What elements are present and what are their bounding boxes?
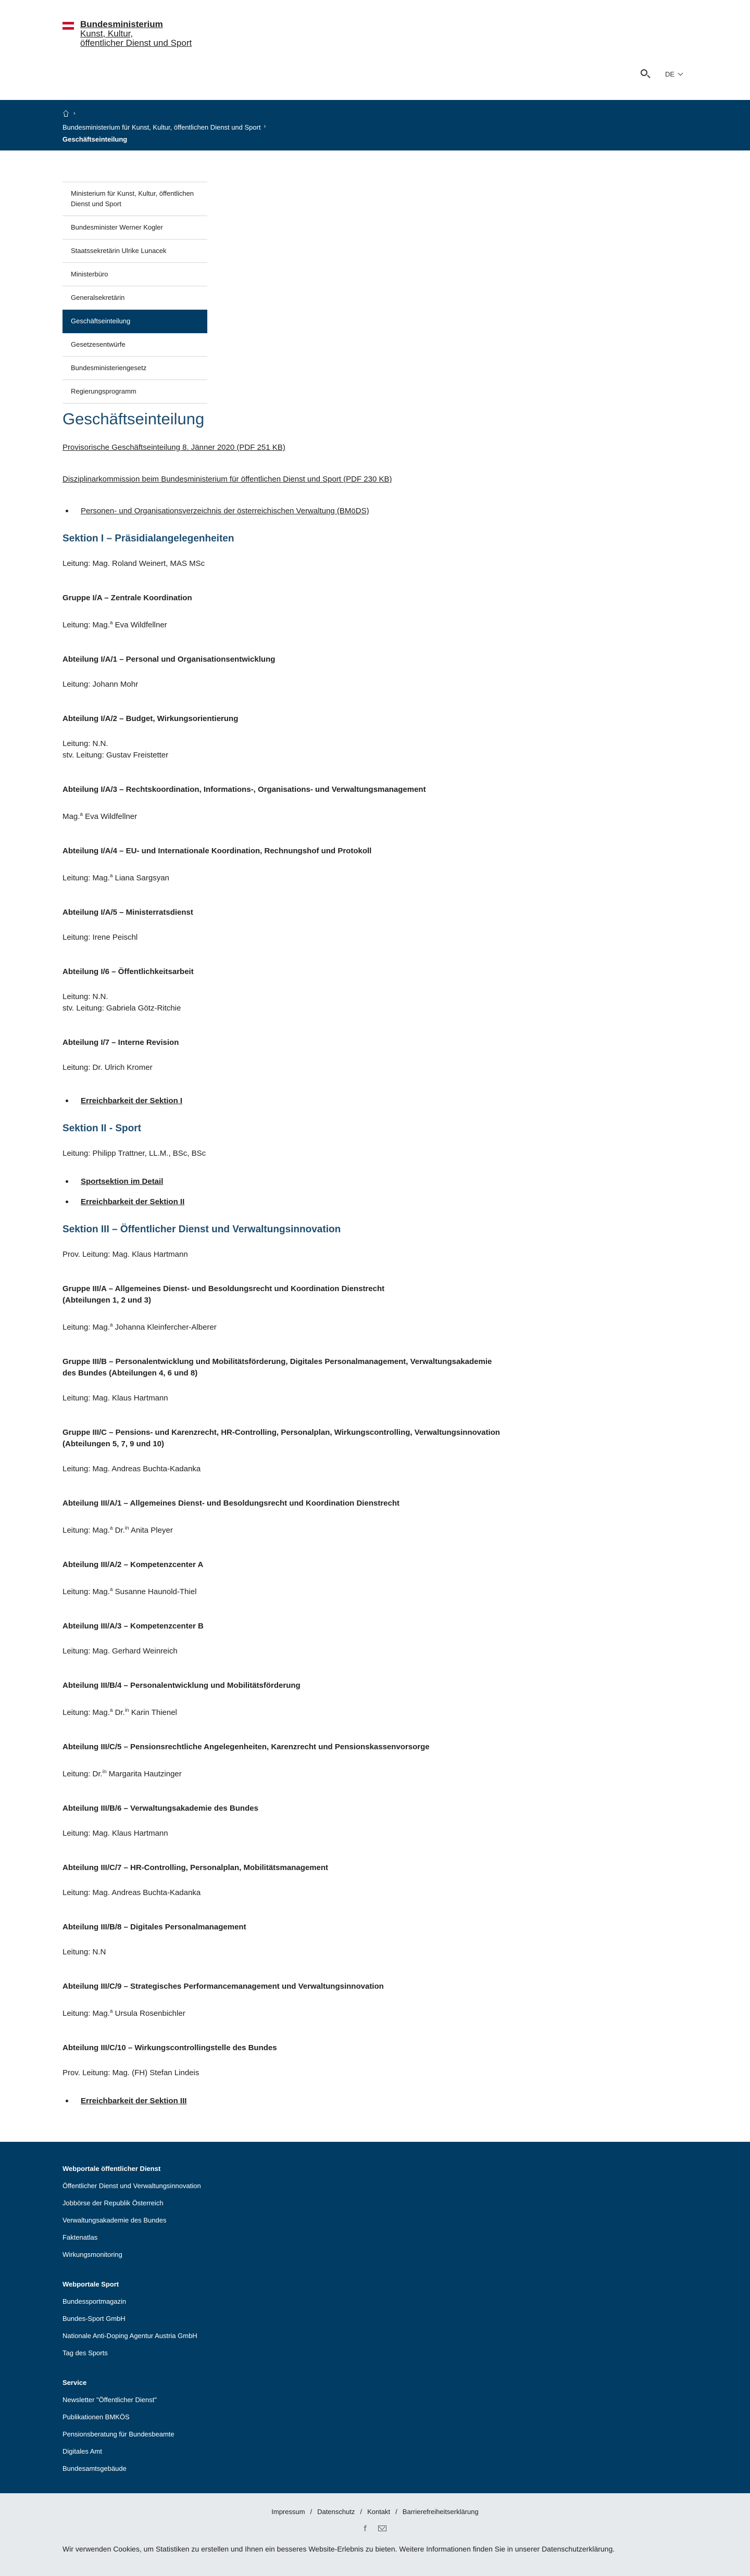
bullet <box>66 510 68 512</box>
department-lead: Leitung: Mag.$^a$ Susanne Haunold-Thiel <box>63 1587 197 1596</box>
mail-icon[interactable] <box>378 2526 386 2531</box>
bullet <box>66 1100 68 1102</box>
search-icon[interactable] <box>640 69 651 79</box>
sidebar-item-staatssekretaerin[interactable]: Staatssekretärin Ulrike Lunacek <box>63 239 207 263</box>
main-content <box>0 403 750 2105</box>
bullet <box>66 2100 68 2102</box>
department-title: Abteilung I/A/1 – Personal und Organisationsentwicklung <box>63 655 276 664</box>
department-title: Abteilung I/A/4 – EU- und Internationale Koordination, Rechnungshof und Protokoll <box>63 847 372 855</box>
footer-group-service <box>63 2379 688 2472</box>
department-lead: Leitung: Mag. Gerhard Weinreich <box>63 1647 178 1656</box>
list-item <box>63 507 688 515</box>
section-title: Sektion III – Öffentlicher Dienst und Verwaltungsinnovation <box>63 1224 341 1235</box>
sidebar-item-bundesminister[interactable]: Bundesminister Werner Kogler <box>63 216 207 239</box>
sidebar-item-gesetzesentwuerfe[interactable]: Gesetzesentwürfe <box>63 333 207 357</box>
department-lead: Leitung: Mag. Klaus Hartmann <box>63 1829 168 1838</box>
link-sportsektion-detail[interactable]: Sportsektion im Detail <box>81 1177 164 1186</box>
group-lead: Leitung: Mag.$^a$ Johanna Kleinfercher-Alberer <box>63 1322 217 1332</box>
pdf-link-geschaeftseinteilung[interactable]: Provisorische Geschäftseinteilung 8. Jänner 2020 (PDF 251 KB) <box>63 443 285 452</box>
department-lead: Leitung: N.N. stv. Leitung: Gabriela Götz-Ritchie <box>63 992 181 1013</box>
footer-link[interactable]: Wirkungsmonitoring <box>63 2251 122 2258</box>
legal-links <box>63 2508 688 2516</box>
logo[interactable] <box>63 20 192 48</box>
footer-link[interactable]: Digitales Amt <box>63 2447 102 2455</box>
group-title: Gruppe III/A – Allgemeines Dienst- und Besoldungsrecht und Koordination Dienstrecht (Abteilungen 1, 2 und 3) <box>63 1284 385 1305</box>
department-title: Abteilung III/C/9 – Strategisches Performancemanagement und Verwaltungsinnovation <box>63 1982 384 1991</box>
footer-group-title: Service <box>63 2379 87 2386</box>
footer-link[interactable]: Öffentlicher Dienst und Verwaltungsinnovation <box>63 2182 201 2190</box>
department-title: Abteilung III/A/2 – Kompetenzcenter A <box>63 1560 204 1569</box>
footer-link[interactable]: Publikationen BMKÖS <box>63 2413 130 2421</box>
logo-text <box>80 20 192 48</box>
footer-link[interactable]: Bundesamtsgebäude <box>63 2465 127 2472</box>
page-title: Geschäftseinteilung <box>63 410 205 428</box>
link-separator: / <box>395 2508 397 2516</box>
sidebar-item-geschaeftseinteilung[interactable]: Geschäftseinteilung <box>63 310 207 333</box>
link-separator: / <box>310 2508 312 2516</box>
list-item <box>63 1096 688 1105</box>
logo-line-1: Bundesministerium <box>80 19 163 29</box>
department-lead: Leitung: N.N. stv. Leitung: Gustav Freistetter <box>63 739 169 760</box>
footer-group-sport <box>63 2280 688 2357</box>
sidebar-item-regierungsprogramm[interactable]: Regierungsprogramm <box>63 380 207 403</box>
footer-link[interactable]: Nationale Anti-Doping Agentur Austria GmbH <box>63 2332 197 2340</box>
logo-line-3: öffentlicher Dienst und Sport <box>80 38 192 48</box>
bullet <box>66 1201 68 1203</box>
header-tools <box>640 69 682 79</box>
cookie-note: Wir verwenden Cookies, um Statistiken zu erstellen und Ihnen ein besseres Website-Erlebnis zu bieten. Weitere Informationen finden Sie in unserer Datenschutzerklärung. <box>63 2545 615 2553</box>
footer-link[interactable]: Bundes-Sport GmbH <box>63 2315 126 2322</box>
breadcrumb-separator: › <box>264 123 266 130</box>
department-title: Abteilung III/C/7 – HR-Controlling, Personalplan, Mobilitätsmanagement <box>63 1863 329 1872</box>
breadcrumb-separator: › <box>73 110 76 117</box>
group-lead: Leitung: Mag. Andreas Buchta-Kadanka <box>63 1464 201 1473</box>
department-lead: Mag.$^a$ Eva Wildfellner <box>63 812 138 821</box>
section-lead: Leitung: Philipp Trattner, LL.M., BSc, BSc <box>63 1149 206 1158</box>
group-lead: Leitung: Mag. Klaus Hartmann <box>63 1394 168 1403</box>
link-erreichbarkeit-sektion-1[interactable]: Erreichbarkeit der Sektion I <box>81 1096 183 1105</box>
department-lead: Leitung: Johann Mohr <box>63 680 139 689</box>
barrierefreiheit-link[interactable]: Barrierefreiheitserklärung <box>402 2508 479 2516</box>
section-title: Sektion II - Sport <box>63 1123 141 1134</box>
department-title: Abteilung III/B/8 – Digitales Personalmanagement <box>63 1923 246 1931</box>
footer-group-title: Webportale Sport <box>63 2280 119 2288</box>
group-title: Gruppe I/A – Zentrale Koordination <box>63 594 192 602</box>
group-title: Gruppe III/C – Pensions- und Karenzrecht, HR-Controlling, Personalplan, Wirkungscontrolling, Verwaltungsinnovation (Abteilungen 5, 7, 9 und 10) <box>63 1428 500 1448</box>
sidebar-item-ministerbuero[interactable]: Ministerbüro <box>63 263 207 286</box>
footer-link[interactable]: Jobbörse der Republik Österreich <box>63 2199 164 2207</box>
department-lead: Leitung: Mag.$^a$ Ursula Rosenbichler <box>63 2009 185 2018</box>
link-separator: / <box>360 2508 362 2516</box>
department-title: Abteilung III/C/5 – Pensionsrechtliche Angelegenheiten, Karenzrecht und Pensionskassenvorsorge <box>63 1742 430 1751</box>
department-lead: Leitung: Dr.$^{in}$ Margarita Hautzinger <box>63 1769 182 1778</box>
link-personenverzeichnis[interactable]: Personen- und Organisationsverzeichnis der österreichischen Verwaltung (BMöDS) <box>81 507 369 515</box>
flag-icon <box>63 22 74 30</box>
pdf-link-disziplinarkommission[interactable]: Disziplinarkommission beim Bundesministerium für öffentlichen Dienst und Sport (PDF 230 KB) <box>63 475 392 484</box>
list-item <box>63 1197 688 1206</box>
department-title: Abteilung I/A/5 – Ministerratsdienst <box>63 908 193 917</box>
footer-link[interactable]: Pensionsberatung für Bundesbeamte <box>63 2430 174 2438</box>
department-lead: Leitung: Mag.$^a$ Dr.$^{in}$ Karin Thienel <box>63 1708 177 1717</box>
list-item <box>63 2097 688 2105</box>
language-selector[interactable] <box>665 70 682 78</box>
bottom-bar <box>0 2493 750 2576</box>
department-title: Abteilung I/6 – Öffentlichkeitsarbeit <box>63 967 194 976</box>
section-lead: Prov. Leitung: Mag. Klaus Hartmann <box>63 1250 188 1259</box>
logo-line-2: Kunst, Kultur, <box>80 29 133 39</box>
site-header <box>0 0 750 100</box>
footer-link[interactable]: Bundessportmagazin <box>63 2297 127 2305</box>
breadcrumb-current: Geschäftseinteilung <box>63 135 128 143</box>
department-lead: Leitung: Mag.$^a$ Liana Sargsyan <box>63 873 169 882</box>
group-lead: Leitung: Mag.$^a$ Eva Wildfellner <box>63 620 167 629</box>
department-title: Abteilung III/A/3 – Kompetenzcenter B <box>63 1622 204 1631</box>
social-links <box>63 2524 688 2533</box>
footer-link[interactable]: Verwaltungsakademie des Bundes <box>63 2216 167 2224</box>
department-lead: Leitung: N.N <box>63 1948 106 1956</box>
link-erreichbarkeit-sektion-2[interactable]: Erreichbarkeit der Sektion II <box>81 1197 185 1206</box>
department-title: Abteilung I/A/2 – Budget, Wirkungsorientierung <box>63 714 239 723</box>
facebook-icon[interactable]: f <box>364 2524 367 2533</box>
sidebar-item-bundesministeriengesetz[interactable]: Bundesministeriengesetz <box>63 357 207 380</box>
department-title: Abteilung III/A/1 – Allgemeines Dienst- und Besoldungsrecht und Koordination Dienstrecht <box>63 1499 399 1508</box>
sidebar-item-ministerium[interactable]: Ministerium für Kunst, Kultur, öffentlichen Dienst und Sport <box>63 182 207 216</box>
datenschutz-link[interactable]: Datenschutz <box>317 2508 355 2516</box>
section-lead: Leitung: Mag. Roland Weinert, MAS MSc <box>63 559 205 568</box>
language-label: DE <box>665 70 674 78</box>
link-erreichbarkeit-sektion-3[interactable]: Erreichbarkeit der Sektion III <box>81 2097 187 2105</box>
kontakt-link[interactable]: Kontakt <box>367 2508 391 2516</box>
footer-group-oeffentlicher-dienst <box>63 2165 688 2258</box>
footer-link[interactable]: Faktenatlas <box>63 2233 98 2241</box>
sidebar-item-generalsekretaerin[interactable]: Generalsekretärin <box>63 286 207 310</box>
department-title: Abteilung I/7 – Interne Revision <box>63 1038 179 1047</box>
bullet <box>66 1180 68 1183</box>
department-lead: Leitung: Mag. Andreas Buchta-Kadanka <box>63 1888 201 1897</box>
group-title: Gruppe III/B – Personalentwicklung und Mobilitätsförderung, Digitales Personalmanagement, Verwaltungsakademie des Bundes (Abteilungen 4, 6 und 8) <box>63 1357 492 1378</box>
list-item <box>63 1177 688 1186</box>
department-title: Abteilung III/B/6 – Verwaltungsakademie des Bundes <box>63 1804 258 1813</box>
sidebar-nav <box>63 182 207 403</box>
department-title: Abteilung I/A/3 – Rechtskoordination, Informations-, Organisations- und Verwaltungsmanagement <box>63 785 426 794</box>
section-title: Sektion I – Präsidialangelegenheiten <box>63 533 234 544</box>
impressum-link[interactable]: Impressum <box>271 2508 305 2516</box>
footer-group-title: Webportale öffentlicher Dienst <box>63 2165 161 2173</box>
footer-link[interactable]: Tag des Sports <box>63 2349 108 2357</box>
department-title: Abteilung III/B/4 – Personalentwicklung und Mobilitätsförderung <box>63 1681 301 1690</box>
department-lead: Leitung: Irene Peischl <box>63 933 138 942</box>
site-footer <box>0 2142 750 2493</box>
footer-link[interactable]: Newsletter "Öffentlicher Dienst" <box>63 2396 157 2404</box>
chevron-down-icon <box>678 70 683 75</box>
breadcrumb <box>0 100 750 150</box>
department-lead: Prov. Leitung: Mag. (FH) Stefan Lindeis <box>63 2068 199 2077</box>
department-title: Abteilung III/C/10 – Wirkungscontrollingstelle des Bundes <box>63 2043 277 2052</box>
home-icon[interactable] <box>63 110 69 117</box>
breadcrumb-ministry[interactable]: Bundesministerium für Kunst, Kultur, öffentlichen Dienst und Sport <box>63 123 261 131</box>
department-lead: Leitung: Dr. Ulrich Kromer <box>63 1063 153 1072</box>
department-lead: Leitung: Mag.$^a$ Dr.$^{in}$ Anita Pleyer <box>63 1525 173 1535</box>
